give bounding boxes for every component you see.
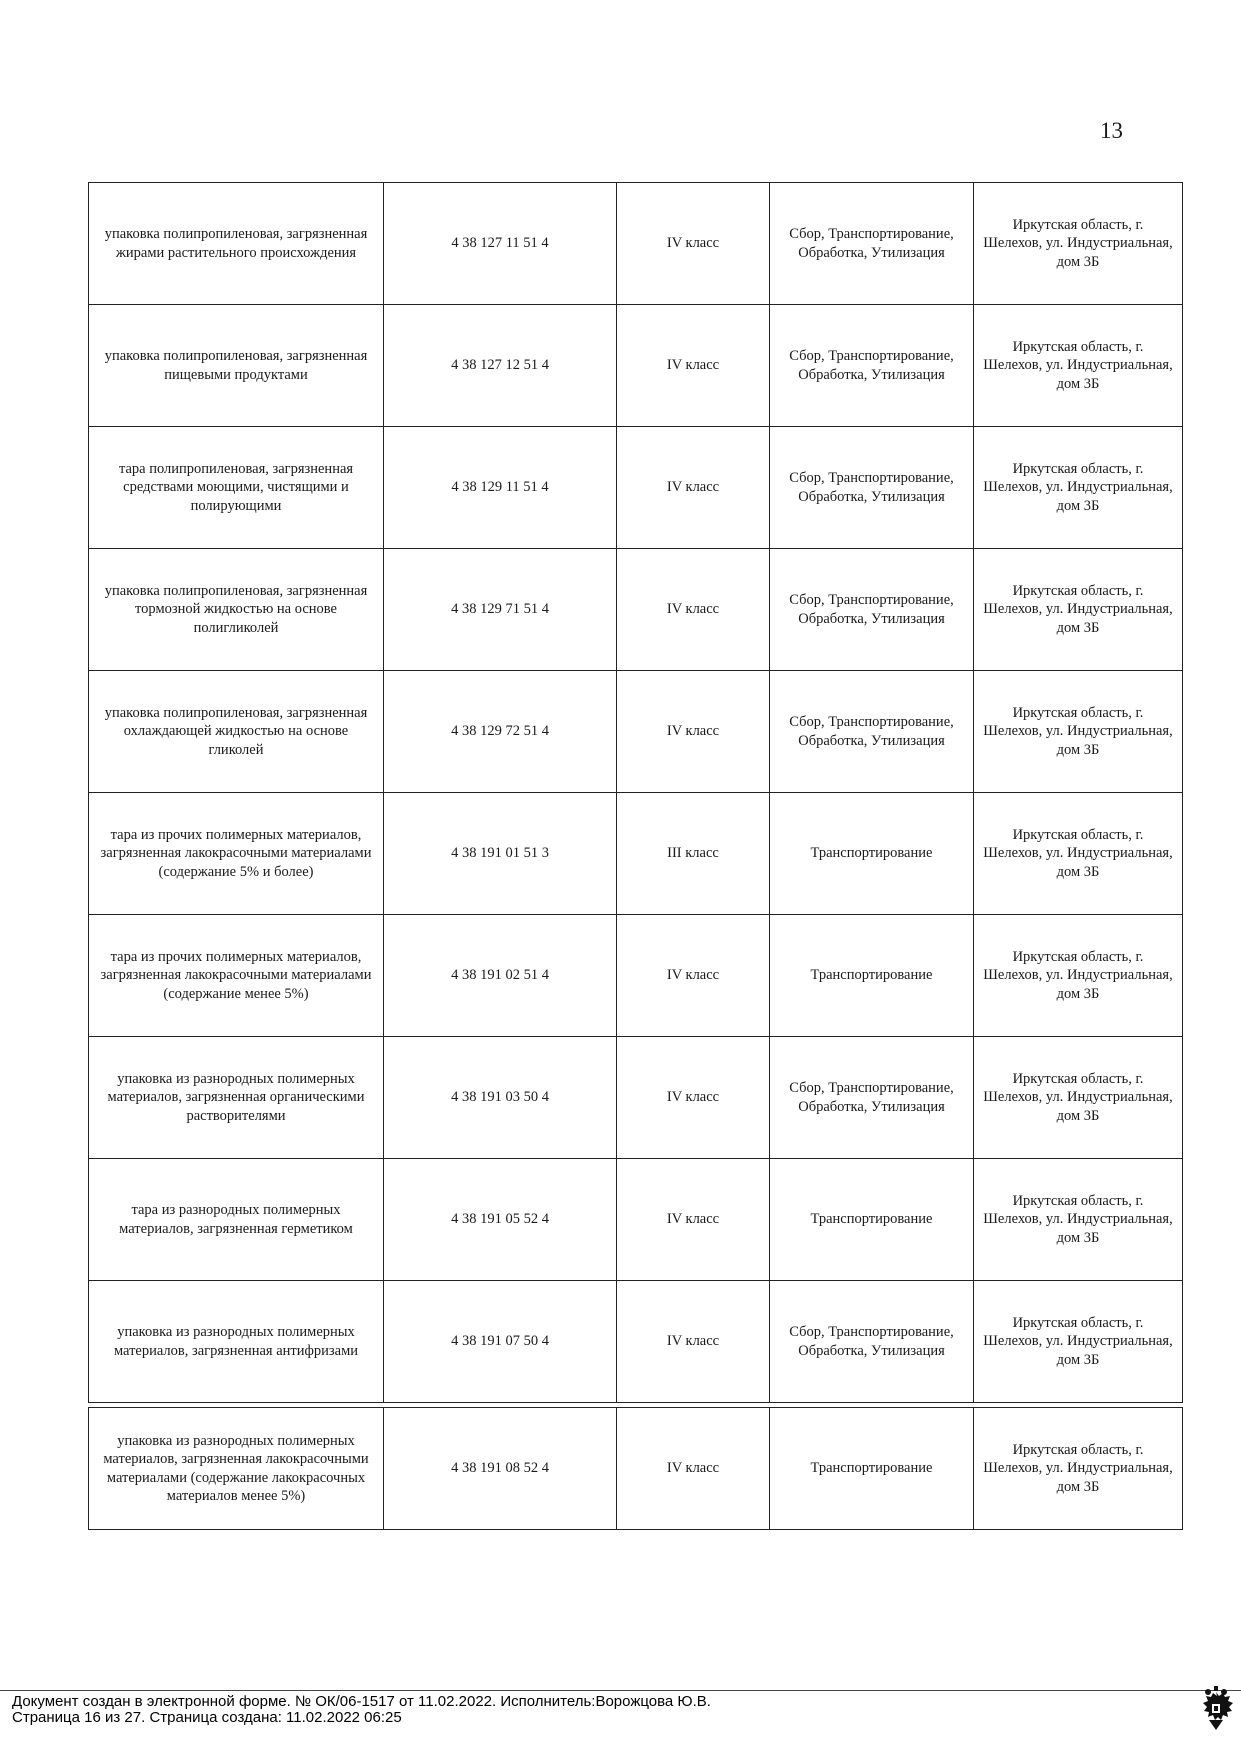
hazard-class-cell: IV класс	[617, 1159, 770, 1281]
table-row	[89, 1408, 1183, 1530]
activity-type-cell: Транспортирование	[770, 793, 974, 915]
waste-name-cell: упаковка из разнородных полимерных материалов, загрязненная лакокрасочными материалами (содержание лакокрасочных материалов менее 5%)	[89, 1408, 384, 1530]
hazard-class-cell: IV класс	[617, 1408, 770, 1530]
fkko-code-cell: 4 38 127 12 51 4	[384, 305, 617, 427]
waste-name-cell: тара из прочих полимерных материалов, загрязненная лакокрасочными материалами (содержание 5% и более)	[89, 793, 384, 915]
document-footer	[12, 1694, 711, 1726]
fkko-code-cell: 4 38 191 03 50 4	[384, 1037, 617, 1159]
hazard-class-cell: IV класс	[617, 1037, 770, 1159]
footer-line-2: Страница 16 из 27. Страница создана: 11.02.2022 06:25	[12, 1709, 402, 1726]
fkko-code-cell: 4 38 191 08 52 4	[384, 1408, 617, 1530]
fkko-code-cell: 4 38 191 07 50 4	[384, 1281, 617, 1403]
hazard-class-cell: III класс	[617, 793, 770, 915]
fkko-code-cell: 4 38 127 11 51 4	[384, 183, 617, 305]
waste-table-body	[89, 183, 1183, 1530]
address-cell: Иркутская область, г. Шелехов, ул. Индустриальная, дом 3Б	[974, 793, 1183, 915]
address-cell: Иркутская область, г. Шелехов, ул. Индустриальная, дом 3Б	[974, 1408, 1183, 1530]
activity-type-cell: Сбор, Транспортирование, Обработка, Утилизация	[770, 183, 974, 305]
hazard-class-cell: IV класс	[617, 183, 770, 305]
footer-divider	[0, 1690, 1241, 1691]
page-number: 13	[1100, 118, 1123, 143]
table-row	[89, 915, 1183, 1037]
waste-name-cell: упаковка полипропиленовая, загрязненная тормозной жидкостью на основе полигликолей	[89, 549, 384, 671]
table-row	[89, 305, 1183, 427]
waste-name-cell: упаковка полипропиленовая, загрязненная жирами растительного происхождения	[89, 183, 384, 305]
table-row	[89, 793, 1183, 915]
table-row	[89, 183, 1183, 305]
table-row	[89, 671, 1183, 793]
double-headed-eagle-emblem-icon	[1195, 1686, 1237, 1734]
waste-table	[88, 182, 1183, 1530]
address-cell: Иркутская область, г. Шелехов, ул. Индустриальная, дом 3Б	[974, 427, 1183, 549]
waste-name-cell: тара из прочих полимерных материалов, загрязненная лакокрасочными материалами (содержание менее 5%)	[89, 915, 384, 1037]
fkko-code-cell: 4 38 129 72 51 4	[384, 671, 617, 793]
fkko-code-cell: 4 38 129 11 51 4	[384, 427, 617, 549]
waste-name-cell: тара полипропиленовая, загрязненная средствами моющими, чистящими и полирующими	[89, 427, 384, 549]
activity-type-cell: Сбор, Транспортирование, Обработка, Утилизация	[770, 671, 974, 793]
waste-name-cell: упаковка полипропиленовая, загрязненная пищевыми продуктами	[89, 305, 384, 427]
waste-name-cell: упаковка из разнородных полимерных материалов, загрязненная антифризами	[89, 1281, 384, 1403]
address-cell: Иркутская область, г. Шелехов, ул. Индустриальная, дом 3Б	[974, 305, 1183, 427]
hazard-class-cell: IV класс	[617, 549, 770, 671]
table-row	[89, 1281, 1183, 1403]
hazard-class-cell: IV класс	[617, 427, 770, 549]
address-cell: Иркутская область, г. Шелехов, ул. Индустриальная, дом 3Б	[974, 671, 1183, 793]
activity-type-cell: Транспортирование	[770, 1159, 974, 1281]
hazard-class-cell: IV класс	[617, 1281, 770, 1403]
activity-type-cell: Транспортирование	[770, 1408, 974, 1530]
fkko-code-cell: 4 38 129 71 51 4	[384, 549, 617, 671]
waste-name-cell: тара из разнородных полимерных материалов, загрязненная герметиком	[89, 1159, 384, 1281]
activity-type-cell: Сбор, Транспортирование, Обработка, Утилизация	[770, 1037, 974, 1159]
address-cell: Иркутская область, г. Шелехов, ул. Индустриальная, дом 3Б	[974, 1037, 1183, 1159]
activity-type-cell: Транспортирование	[770, 915, 974, 1037]
address-cell: Иркутская область, г. Шелехов, ул. Индустриальная, дом 3Б	[974, 1281, 1183, 1403]
hazard-class-cell: IV класс	[617, 305, 770, 427]
hazard-class-cell: IV класс	[617, 671, 770, 793]
address-cell: Иркутская область, г. Шелехов, ул. Индустриальная, дом 3Б	[974, 1159, 1183, 1281]
fkko-code-cell: 4 38 191 05 52 4	[384, 1159, 617, 1281]
table-row	[89, 1159, 1183, 1281]
waste-name-cell: упаковка из разнородных полимерных материалов, загрязненная органическими растворителями	[89, 1037, 384, 1159]
activity-type-cell: Сбор, Транспортирование, Обработка, Утилизация	[770, 549, 974, 671]
address-cell: Иркутская область, г. Шелехов, ул. Индустриальная, дом 3Б	[974, 549, 1183, 671]
address-cell: Иркутская область, г. Шелехов, ул. Индустриальная, дом 3Б	[974, 183, 1183, 305]
table-row	[89, 549, 1183, 671]
activity-type-cell: Сбор, Транспортирование, Обработка, Утилизация	[770, 1281, 974, 1403]
table-row	[89, 1037, 1183, 1159]
address-cell: Иркутская область, г. Шелехов, ул. Индустриальная, дом 3Б	[974, 915, 1183, 1037]
activity-type-cell: Сбор, Транспортирование, Обработка, Утилизация	[770, 427, 974, 549]
fkko-code-cell: 4 38 191 02 51 4	[384, 915, 617, 1037]
activity-type-cell: Сбор, Транспортирование, Обработка, Утилизация	[770, 305, 974, 427]
hazard-class-cell: IV класс	[617, 915, 770, 1037]
fkko-code-cell: 4 38 191 01 51 3	[384, 793, 617, 915]
waste-name-cell: упаковка полипропиленовая, загрязненная охлаждающей жидкостью на основе гликолей	[89, 671, 384, 793]
table-row	[89, 427, 1183, 549]
footer-line-1: Документ создан в электронной форме. № ОК/06-1517 от 11.02.2022. Исполнитель:Ворожцова Ю.В.	[12, 1693, 711, 1710]
